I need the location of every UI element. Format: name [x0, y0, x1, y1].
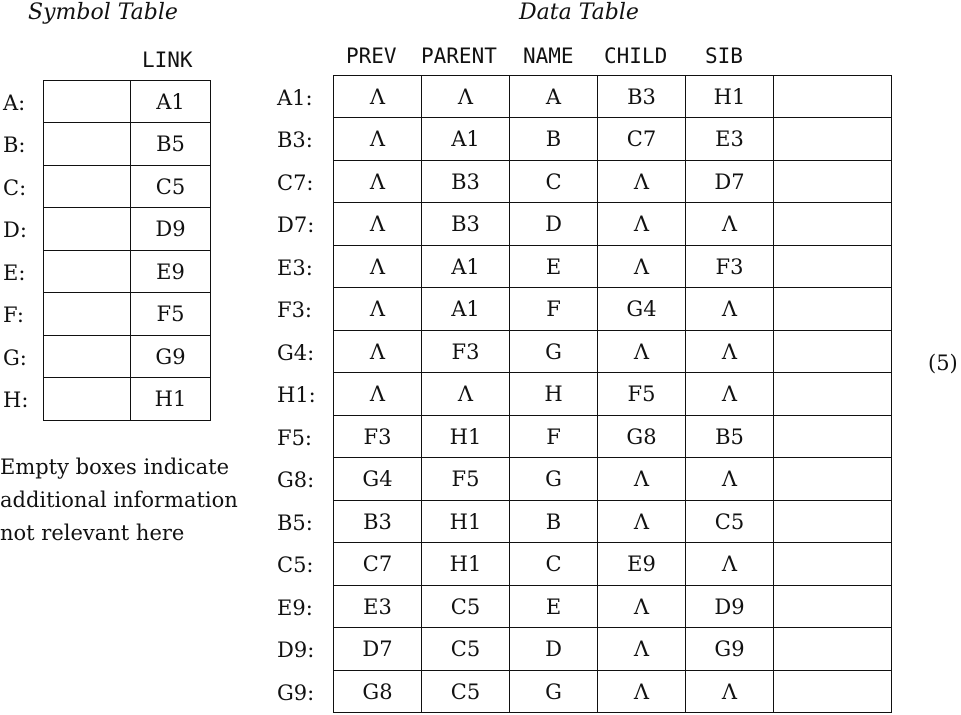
- child-cell: Λ: [598, 331, 686, 373]
- prev-cell: G4: [334, 458, 422, 501]
- sib-cell: D9: [686, 586, 774, 628]
- child-cell: Λ: [598, 586, 686, 628]
- table-row: [334, 373, 892, 416]
- data-row-label: F5:: [277, 426, 313, 450]
- parent-cell: A1: [422, 118, 510, 161]
- parent-cell: B3: [422, 161, 510, 203]
- name-cell: G: [510, 331, 598, 373]
- data-row-label: G8:: [277, 468, 315, 492]
- sib-cell: H1: [686, 76, 774, 118]
- table-row: [44, 293, 211, 336]
- sib-cell: Λ: [686, 203, 774, 246]
- symbol-row-label: D:: [3, 218, 27, 242]
- data-row-label: G4:: [277, 341, 315, 365]
- symbol-row-label: C:: [3, 176, 27, 200]
- data-row-label: E9:: [277, 596, 313, 620]
- table-row: [44, 208, 211, 251]
- parent-cell: A1: [422, 288, 510, 331]
- child-cell: Λ: [598, 203, 686, 246]
- sib-cell: Λ: [686, 373, 774, 416]
- prev-cell: Λ: [334, 76, 422, 118]
- name-cell: B: [510, 118, 598, 161]
- data-row-label: A1:: [277, 86, 313, 110]
- empty-cell: [774, 246, 892, 288]
- name-cell: C: [510, 543, 598, 586]
- link-cell: F5: [131, 293, 211, 336]
- table-row: [44, 336, 211, 378]
- parent-cell: Λ: [422, 76, 510, 118]
- parent-cell: F3: [422, 331, 510, 373]
- table-row: [334, 118, 892, 161]
- empty-cell: [774, 288, 892, 331]
- parent-cell: B3: [422, 203, 510, 246]
- child-cell: B3: [598, 76, 686, 118]
- empty-cell: [44, 378, 131, 421]
- table-row: [334, 76, 892, 118]
- data-row-label: F3:: [277, 298, 313, 322]
- prev-cell: E3: [334, 586, 422, 628]
- header-prev: PREV: [346, 44, 397, 68]
- name-cell: B: [510, 501, 598, 543]
- parent-cell: C5: [422, 586, 510, 628]
- table-row: [334, 331, 892, 373]
- data-row-label: D7:: [277, 213, 315, 237]
- sib-cell: Λ: [686, 288, 774, 331]
- prev-cell: C7: [334, 543, 422, 586]
- data-row-label: C5:: [277, 553, 314, 577]
- empty-cell: [44, 293, 131, 336]
- empty-cell: [774, 501, 892, 543]
- link-cell: C5: [131, 166, 211, 208]
- parent-cell: C5: [422, 628, 510, 671]
- child-cell: G4: [598, 288, 686, 331]
- data-row-label: D9:: [277, 638, 315, 662]
- prev-cell: Λ: [334, 373, 422, 416]
- table-row: [44, 81, 211, 123]
- parent-cell: A1: [422, 246, 510, 288]
- sib-cell: C5: [686, 501, 774, 543]
- table-row: [334, 628, 892, 671]
- prev-cell: D7: [334, 628, 422, 671]
- child-cell: F5: [598, 373, 686, 416]
- parent-cell: Λ: [422, 373, 510, 416]
- link-cell: H1: [131, 378, 211, 421]
- child-cell: E9: [598, 543, 686, 586]
- empty-cell: [44, 166, 131, 208]
- empty-cell: [44, 336, 131, 378]
- link-cell: B5: [131, 123, 211, 166]
- prev-cell: G8: [334, 671, 422, 713]
- child-cell: Λ: [598, 628, 686, 671]
- data-table: [333, 75, 892, 713]
- table-row: [44, 123, 211, 166]
- parent-cell: H1: [422, 501, 510, 543]
- symbol-row-label: B:: [3, 133, 26, 157]
- table-row: [44, 251, 211, 293]
- note-line: not relevant here: [0, 521, 185, 545]
- child-cell: Λ: [598, 501, 686, 543]
- name-cell: E: [510, 246, 598, 288]
- table-row: [334, 671, 892, 713]
- data-row-label: E3:: [277, 256, 313, 280]
- name-cell: G: [510, 458, 598, 501]
- prev-cell: Λ: [334, 331, 422, 373]
- name-cell: D: [510, 628, 598, 671]
- table-row: [334, 288, 892, 331]
- sib-cell: G9: [686, 628, 774, 671]
- name-cell: C: [510, 161, 598, 203]
- empty-cell: [774, 586, 892, 628]
- sib-cell: Λ: [686, 671, 774, 713]
- note-line: Empty boxes indicate: [0, 455, 230, 479]
- data-row-label: G9:: [277, 681, 315, 705]
- note-line: additional information: [0, 488, 238, 512]
- sib-cell: Λ: [686, 543, 774, 586]
- sib-cell: B5: [686, 416, 774, 458]
- child-cell: Λ: [598, 458, 686, 501]
- name-cell: D: [510, 203, 598, 246]
- table-row: [334, 416, 892, 458]
- symbol-table-title: Symbol Table: [28, 0, 178, 25]
- data-row-label: C7:: [277, 171, 314, 195]
- link-cell: E9: [131, 251, 211, 293]
- equation-number: (5): [928, 351, 958, 375]
- data-row-label: B3:: [277, 128, 313, 152]
- prev-cell: Λ: [334, 246, 422, 288]
- name-cell: F: [510, 416, 598, 458]
- empty-cell: [774, 161, 892, 203]
- child-cell: Λ: [598, 246, 686, 288]
- symbol-table-note: [0, 451, 238, 550]
- table-row: [334, 161, 892, 203]
- table-row: [44, 378, 211, 421]
- sib-cell: F3: [686, 246, 774, 288]
- empty-cell: [774, 373, 892, 416]
- empty-cell: [774, 458, 892, 501]
- name-cell: G: [510, 671, 598, 713]
- table-row: [334, 246, 892, 288]
- sib-cell: E3: [686, 118, 774, 161]
- prev-cell: Λ: [334, 203, 422, 246]
- child-cell: G8: [598, 416, 686, 458]
- empty-cell: [44, 208, 131, 251]
- prev-cell: Λ: [334, 118, 422, 161]
- data-row-label: H1:: [277, 383, 316, 407]
- symbol-row-label: H:: [3, 388, 29, 412]
- child-cell: Λ: [598, 161, 686, 203]
- empty-cell: [774, 203, 892, 246]
- empty-cell: [774, 543, 892, 586]
- header-parent: PARENT: [421, 44, 497, 68]
- symbol-table: [43, 80, 211, 421]
- link-cell: G9: [131, 336, 211, 378]
- table-row: [334, 586, 892, 628]
- parent-cell: C5: [422, 671, 510, 713]
- parent-cell: H1: [422, 416, 510, 458]
- table-row: [44, 166, 211, 208]
- sib-cell: Λ: [686, 331, 774, 373]
- prev-cell: F3: [334, 416, 422, 458]
- empty-cell: [774, 416, 892, 458]
- empty-cell: [44, 81, 131, 123]
- sib-cell: Λ: [686, 458, 774, 501]
- parent-cell: H1: [422, 543, 510, 586]
- empty-cell: [774, 671, 892, 713]
- prev-cell: Λ: [334, 161, 422, 203]
- child-cell: Λ: [598, 671, 686, 713]
- name-cell: H: [510, 373, 598, 416]
- link-cell: A1: [131, 81, 211, 123]
- empty-cell: [774, 331, 892, 373]
- link-cell: D9: [131, 208, 211, 251]
- data-table-title: Data Table: [519, 0, 639, 25]
- parent-cell: F5: [422, 458, 510, 501]
- name-cell: A: [510, 76, 598, 118]
- table-row: [334, 543, 892, 586]
- prev-cell: B3: [334, 501, 422, 543]
- link-column-header: LINK: [142, 48, 193, 72]
- header-child: CHILD: [604, 44, 668, 68]
- data-row-label: B5:: [277, 511, 313, 535]
- symbol-row-label: E:: [3, 261, 26, 285]
- table-row: [334, 458, 892, 501]
- sib-cell: D7: [686, 161, 774, 203]
- empty-cell: [44, 123, 131, 166]
- empty-cell: [774, 118, 892, 161]
- empty-cell: [44, 251, 131, 293]
- child-cell: C7: [598, 118, 686, 161]
- name-cell: E: [510, 586, 598, 628]
- header-name: NAME: [523, 44, 574, 68]
- empty-cell: [774, 628, 892, 671]
- symbol-row-label: A:: [3, 91, 26, 115]
- table-row: [334, 203, 892, 246]
- header-sib: SIB: [705, 44, 743, 68]
- table-row: [334, 501, 892, 543]
- symbol-row-label: G:: [3, 346, 27, 370]
- prev-cell: Λ: [334, 288, 422, 331]
- symbol-row-label: F:: [3, 303, 24, 327]
- name-cell: F: [510, 288, 598, 331]
- empty-cell: [774, 76, 892, 118]
